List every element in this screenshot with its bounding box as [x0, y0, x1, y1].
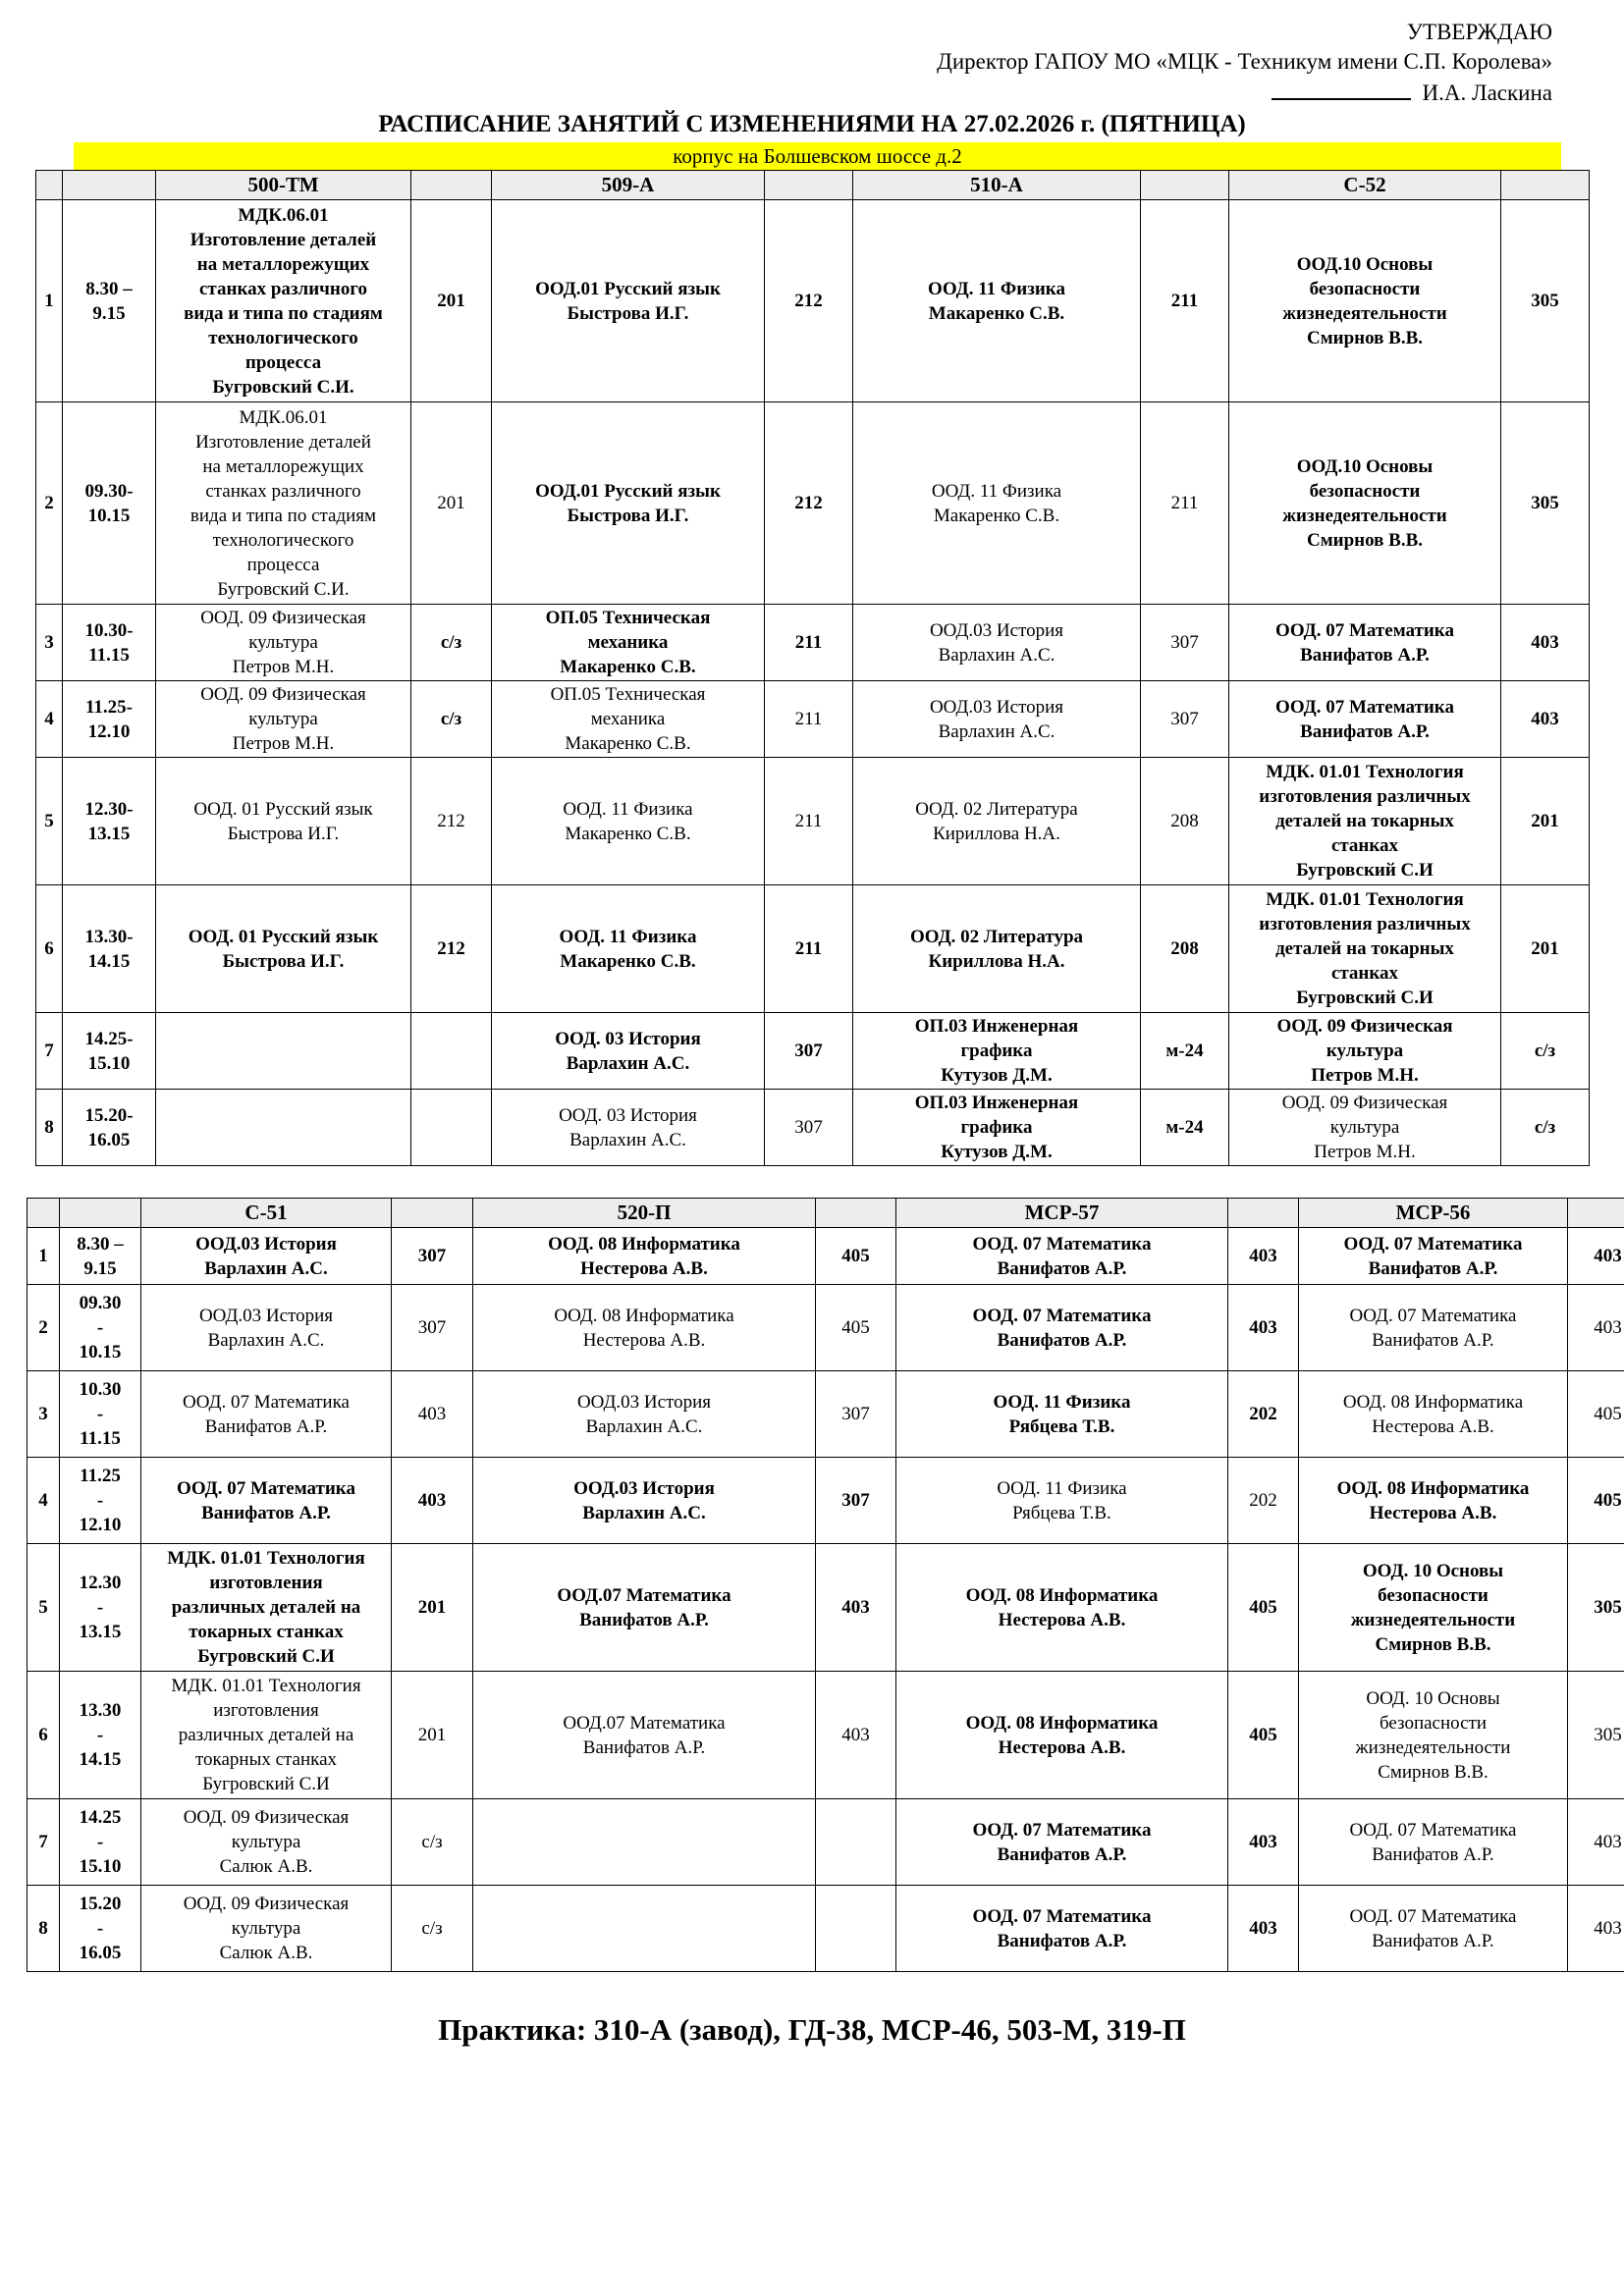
table-row	[27, 1544, 1624, 1672]
lesson-cell: ООД. 11 Физика Макаренко С.В.	[853, 402, 1141, 605]
room-cell: 211	[1141, 200, 1229, 402]
header-blank	[1228, 1199, 1299, 1228]
lesson-cell: МДК.06.01 Изготовление деталей на металлорежущих станках различного вида и типа по стадиям технологического процесса Бугровский С.И.	[156, 200, 411, 402]
table-row	[36, 200, 1590, 402]
room-cell: 211	[765, 885, 853, 1013]
group-header: С-51	[141, 1199, 392, 1228]
lesson-number: 3	[27, 1371, 60, 1458]
lesson-cell: ОП.03 Инженерная графика Кутузов Д.М.	[853, 1090, 1141, 1166]
room-cell: 405	[816, 1228, 896, 1285]
director-line: Директор ГАПОУ МО «МЦК - Техникум имени С.П. Королева»	[937, 49, 1552, 74]
room-cell: 201	[392, 1544, 473, 1672]
lesson-cell: ООД. 09 Физическая культура Петров М.Н.	[1229, 1013, 1501, 1090]
lesson-cell: ООД. 07 Математика Ванифатов А.Р.	[1299, 1886, 1568, 1972]
lesson-number: 5	[27, 1544, 60, 1672]
table-row	[36, 1013, 1590, 1090]
room-cell: 208	[1141, 885, 1229, 1013]
table-row	[27, 1285, 1624, 1371]
header-blank	[63, 171, 156, 200]
lesson-cell: ООД. 11 Физика Рябцева Т.В.	[896, 1458, 1228, 1544]
header-blank	[392, 1199, 473, 1228]
lesson-number: 4	[27, 1458, 60, 1544]
room-cell: 403	[816, 1544, 896, 1672]
group-header: МСР-57	[896, 1199, 1228, 1228]
room-cell: 211	[765, 681, 853, 758]
header-blank	[36, 171, 63, 200]
lesson-cell: ООД. 07 Математика Ванифатов А.Р.	[1299, 1228, 1568, 1285]
room-cell: 212	[765, 402, 853, 605]
lesson-number: 6	[36, 885, 63, 1013]
lesson-cell: ООД. 08 Информатика Нестерова А.В.	[896, 1672, 1228, 1799]
room-cell: 403	[392, 1458, 473, 1544]
lesson-cell: ООД. 07 Математика Ванифатов А.Р.	[1299, 1285, 1568, 1371]
room-cell: 403	[1568, 1799, 1624, 1886]
lesson-cell: ООД. 07 Математика Ванифатов А.Р.	[1229, 605, 1501, 681]
room-cell: 403	[1228, 1228, 1299, 1285]
lesson-cell: ООД. 09 Физическая культура Салюк А.В.	[141, 1886, 392, 1972]
room-cell: 307	[765, 1013, 853, 1090]
lesson-number: 3	[36, 605, 63, 681]
room-cell	[411, 1013, 492, 1090]
lesson-cell: ООД. 11 Физика Рябцева Т.В.	[896, 1371, 1228, 1458]
room-cell: 403	[1228, 1886, 1299, 1972]
room-cell: 307	[1141, 681, 1229, 758]
lesson-cell: ООД.03 История Варлахин А.С.	[141, 1228, 392, 1285]
lesson-cell: МДК. 01.01 Технология изготовления различных деталей на токарных станках Бугровский С.И	[141, 1672, 392, 1799]
room-cell: 202	[1228, 1371, 1299, 1458]
lesson-number: 1	[27, 1228, 60, 1285]
lesson-time: 11.25 - 12.10	[60, 1458, 141, 1544]
lesson-cell	[156, 1013, 411, 1090]
lesson-cell: ООД.03 История Варлахин А.С.	[473, 1458, 816, 1544]
lesson-cell: ООД. 03 История Варлахин А.С.	[492, 1013, 765, 1090]
lesson-cell: ООД. 07 Математика Ванифатов А.Р.	[141, 1371, 392, 1458]
room-cell: 403	[392, 1371, 473, 1458]
lesson-cell: ООД. 09 Физическая культура Салюк А.В.	[141, 1799, 392, 1886]
room-cell: 403	[1568, 1228, 1624, 1285]
table-row	[27, 1228, 1624, 1285]
header-blank	[1141, 171, 1229, 200]
room-cell	[816, 1886, 896, 1972]
room-cell: м-24	[1141, 1090, 1229, 1166]
lesson-time: 10.30 - 11.15	[60, 1371, 141, 1458]
lesson-cell: ООД. 07 Математика Ванифатов А.Р.	[896, 1886, 1228, 1972]
lesson-cell: ООД. 09 Физическая культура Петров М.Н.	[156, 681, 411, 758]
lesson-cell: ООД. 07 Математика Ванифатов А.Р.	[141, 1458, 392, 1544]
lesson-number: 4	[36, 681, 63, 758]
room-cell: с/з	[1501, 1090, 1590, 1166]
lesson-cell: ООД.03 История Варлахин А.С.	[141, 1285, 392, 1371]
lesson-cell: ООД. 11 Физика Макаренко С.В.	[492, 885, 765, 1013]
lesson-number: 6	[27, 1672, 60, 1799]
lesson-time: 09.30- 10.15	[63, 402, 156, 605]
lesson-time: 15.20 - 16.05	[60, 1886, 141, 1972]
room-cell	[816, 1799, 896, 1886]
lesson-time: 8.30 – 9.15	[63, 200, 156, 402]
table-row	[36, 885, 1590, 1013]
lesson-cell: ОП.03 Инженерная графика Кутузов Д.М.	[853, 1013, 1141, 1090]
header-blank	[411, 171, 492, 200]
room-cell: 405	[1568, 1458, 1624, 1544]
table-row	[27, 1799, 1624, 1886]
lesson-time: 15.20- 16.05	[63, 1090, 156, 1166]
lesson-cell: МДК. 01.01 Технология изготовления различных деталей на токарных станках Бугровский С.И	[1229, 885, 1501, 1013]
table-row	[27, 1886, 1624, 1972]
lesson-cell: ООД. 08 Информатика Нестерова А.В.	[1299, 1371, 1568, 1458]
header-blank	[1501, 171, 1590, 200]
table-row	[36, 681, 1590, 758]
lesson-cell: ООД.10 Основы безопасности жизнедеятельности Смирнов В.В.	[1229, 402, 1501, 605]
table-row	[36, 605, 1590, 681]
lesson-time: 09.30 - 10.15	[60, 1285, 141, 1371]
lesson-cell: ООД. 07 Математика Ванифатов А.Р.	[1229, 681, 1501, 758]
room-cell: 211	[1141, 402, 1229, 605]
room-cell: 403	[1228, 1285, 1299, 1371]
room-cell: 305	[1568, 1672, 1624, 1799]
room-cell: 208	[1141, 758, 1229, 885]
lesson-time: 13.30 - 14.15	[60, 1672, 141, 1799]
room-cell: 307	[392, 1228, 473, 1285]
room-cell: 305	[1568, 1544, 1624, 1672]
lesson-cell: ООД. 02 Литература Кириллова Н.А.	[853, 758, 1141, 885]
room-cell: 405	[1228, 1672, 1299, 1799]
lesson-cell: ООД. 09 Физическая культура Петров М.Н.	[1229, 1090, 1501, 1166]
lesson-number: 7	[36, 1013, 63, 1090]
approval-block	[937, 18, 1552, 108]
room-cell: 305	[1501, 402, 1590, 605]
practice-note: Практика: 310-А (завод), ГД-38, МСР-46, 503-М, 319-П	[438, 2012, 1186, 2047]
room-cell: 212	[411, 885, 492, 1013]
lesson-cell: МДК. 01.01 Технология изготовления различных деталей на токарных станках Бугровский С.И	[1229, 758, 1501, 885]
room-cell: с/з	[411, 605, 492, 681]
room-cell: 405	[1228, 1544, 1299, 1672]
table-row	[36, 758, 1590, 885]
lesson-cell: ООД.01 Русский язык Быстрова И.Г.	[492, 402, 765, 605]
lesson-time: 10.30- 11.15	[63, 605, 156, 681]
lesson-cell	[473, 1886, 816, 1972]
lesson-cell: ООД. 08 Информатика Нестерова А.В.	[473, 1228, 816, 1285]
lesson-number: 1	[36, 200, 63, 402]
lesson-cell: ООД.07 Математика Ванифатов А.Р.	[473, 1672, 816, 1799]
lesson-cell: ООД. 09 Физическая культура Петров М.Н.	[156, 605, 411, 681]
lesson-number: 2	[36, 402, 63, 605]
room-cell: 201	[1501, 885, 1590, 1013]
room-cell: 405	[1568, 1371, 1624, 1458]
room-cell: 212	[411, 758, 492, 885]
lesson-number: 7	[27, 1799, 60, 1886]
room-cell: с/з	[392, 1886, 473, 1972]
lesson-cell: ООД. 11 Физика Макаренко С.В.	[853, 200, 1141, 402]
lesson-time: 12.30 - 13.15	[60, 1544, 141, 1672]
approve-label: УТВЕРЖДАЮ	[1406, 20, 1552, 44]
lesson-cell: ООД.10 Основы безопасности жизнедеятельности Смирнов В.В.	[1229, 200, 1501, 402]
lesson-cell: ООД. 08 Информатика Нестерова А.В.	[896, 1544, 1228, 1672]
lesson-cell: ОП.05 Техническая механика Макаренко С.В.	[492, 681, 765, 758]
lesson-cell: ООД. 01 Русский язык Быстрова И.Г.	[156, 885, 411, 1013]
lesson-cell: МДК. 01.01 Технология изготовления различных деталей на токарных станках Бугровский С.И	[141, 1544, 392, 1672]
lesson-number: 5	[36, 758, 63, 885]
room-cell: с/з	[411, 681, 492, 758]
group-header: 500-ТМ	[156, 171, 411, 200]
signatory-name: И.А. Ласкина	[1422, 80, 1552, 105]
lesson-time: 11.25- 12.10	[63, 681, 156, 758]
lesson-cell: ООД.03 История Варлахин А.С.	[853, 681, 1141, 758]
lesson-cell: ООД. 02 Литература Кириллова Н.А.	[853, 885, 1141, 1013]
room-cell: 211	[765, 605, 853, 681]
lesson-cell	[473, 1799, 816, 1886]
lesson-cell: ОП.05 Техническая механика Макаренко С.В.	[492, 605, 765, 681]
room-cell: 307	[1141, 605, 1229, 681]
schedule-table-2	[27, 1198, 1624, 1972]
group-header: 520-П	[473, 1199, 816, 1228]
room-cell: 403	[1228, 1799, 1299, 1886]
table-row	[36, 402, 1590, 605]
room-cell: 201	[392, 1672, 473, 1799]
room-cell: 201	[1501, 758, 1590, 885]
lesson-number: 2	[27, 1285, 60, 1371]
room-cell: 211	[765, 758, 853, 885]
header-blank	[60, 1199, 141, 1228]
lesson-number: 8	[27, 1886, 60, 1972]
table-row	[27, 1458, 1624, 1544]
room-cell: 403	[816, 1672, 896, 1799]
table-header-row	[27, 1199, 1624, 1228]
group-header: МСР-56	[1299, 1199, 1568, 1228]
lesson-cell: ООД. 08 Информатика Нестерова А.В.	[473, 1285, 816, 1371]
signature-line	[937, 77, 1552, 108]
header-blank	[816, 1199, 896, 1228]
room-cell: 307	[765, 1090, 853, 1166]
group-header: 509-А	[492, 171, 765, 200]
lesson-time: 14.25- 15.10	[63, 1013, 156, 1090]
lesson-cell: МДК.06.01 Изготовление деталей на металлорежущих станках различного вида и типа по стадиям технологического процесса Бугровский С.И.	[156, 402, 411, 605]
lesson-cell: ООД. 10 Основы безопасности жизнедеятельности Смирнов В.В.	[1299, 1672, 1568, 1799]
room-cell: 403	[1501, 605, 1590, 681]
room-cell: м-24	[1141, 1013, 1229, 1090]
table-row	[27, 1672, 1624, 1799]
page-title: РАСПИСАНИЕ ЗАНЯТИЙ С ИЗМЕНЕНИЯМИ НА 27.02.2026 г. (ПЯТНИЦА)	[378, 111, 1246, 137]
lesson-cell: ООД. 07 Математика Ванифатов А.Р.	[896, 1799, 1228, 1886]
lesson-time: 8.30 – 9.15	[60, 1228, 141, 1285]
lesson-cell	[156, 1090, 411, 1166]
group-header: С-52	[1229, 171, 1501, 200]
room-cell: 212	[765, 200, 853, 402]
room-cell: 307	[816, 1371, 896, 1458]
header-blank	[27, 1199, 60, 1228]
room-cell: 405	[816, 1285, 896, 1371]
room-cell: 307	[392, 1285, 473, 1371]
schedule-table-1	[35, 170, 1590, 1166]
room-cell: 403	[1568, 1886, 1624, 1972]
lesson-cell: ООД. 10 Основы безопасности жизнедеятельности Смирнов В.В.	[1299, 1544, 1568, 1672]
lesson-cell: ООД. 07 Математика Ванифатов А.Р.	[1299, 1799, 1568, 1886]
lesson-cell: ООД. 01 Русский язык Быстрова И.Г.	[156, 758, 411, 885]
room-cell: 201	[411, 402, 492, 605]
lesson-cell: ООД. 08 Информатика Нестерова А.В.	[1299, 1458, 1568, 1544]
lesson-time: 14.25 - 15.10	[60, 1799, 141, 1886]
group-header: 510-А	[853, 171, 1141, 200]
lesson-cell: ООД. 11 Физика Макаренко С.В.	[492, 758, 765, 885]
room-cell: 403	[1501, 681, 1590, 758]
lesson-cell: ООД.07 Математика Ванифатов А.Р.	[473, 1544, 816, 1672]
lesson-number: 8	[36, 1090, 63, 1166]
lesson-cell: ООД. 07 Математика Ванифатов А.Р.	[896, 1228, 1228, 1285]
signature-blank	[1272, 77, 1411, 100]
table-row	[27, 1371, 1624, 1458]
room-cell: 307	[816, 1458, 896, 1544]
header-blank	[765, 171, 853, 200]
room-cell: 403	[1568, 1285, 1624, 1371]
lesson-cell: ООД. 03 История Варлахин А.С.	[492, 1090, 765, 1166]
table-row	[36, 1090, 1590, 1166]
room-cell: с/з	[392, 1799, 473, 1886]
lesson-cell: ООД.03 История Варлахин А.С.	[473, 1371, 816, 1458]
lesson-cell: ООД.01 Русский язык Быстрова И.Г.	[492, 200, 765, 402]
table-header-row	[36, 171, 1590, 200]
room-cell: 201	[411, 200, 492, 402]
room-cell	[411, 1090, 492, 1166]
room-cell: 305	[1501, 200, 1590, 402]
room-cell: 202	[1228, 1458, 1299, 1544]
lesson-time: 13.30- 14.15	[63, 885, 156, 1013]
lesson-cell: ООД.03 История Варлахин А.С.	[853, 605, 1141, 681]
lesson-time: 12.30- 13.15	[63, 758, 156, 885]
building-banner: корпус на Болшевском шоссе д.2	[74, 142, 1561, 170]
lesson-cell: ООД. 07 Математика Ванифатов А.Р.	[896, 1285, 1228, 1371]
header-blank	[1568, 1199, 1624, 1228]
room-cell: с/з	[1501, 1013, 1590, 1090]
